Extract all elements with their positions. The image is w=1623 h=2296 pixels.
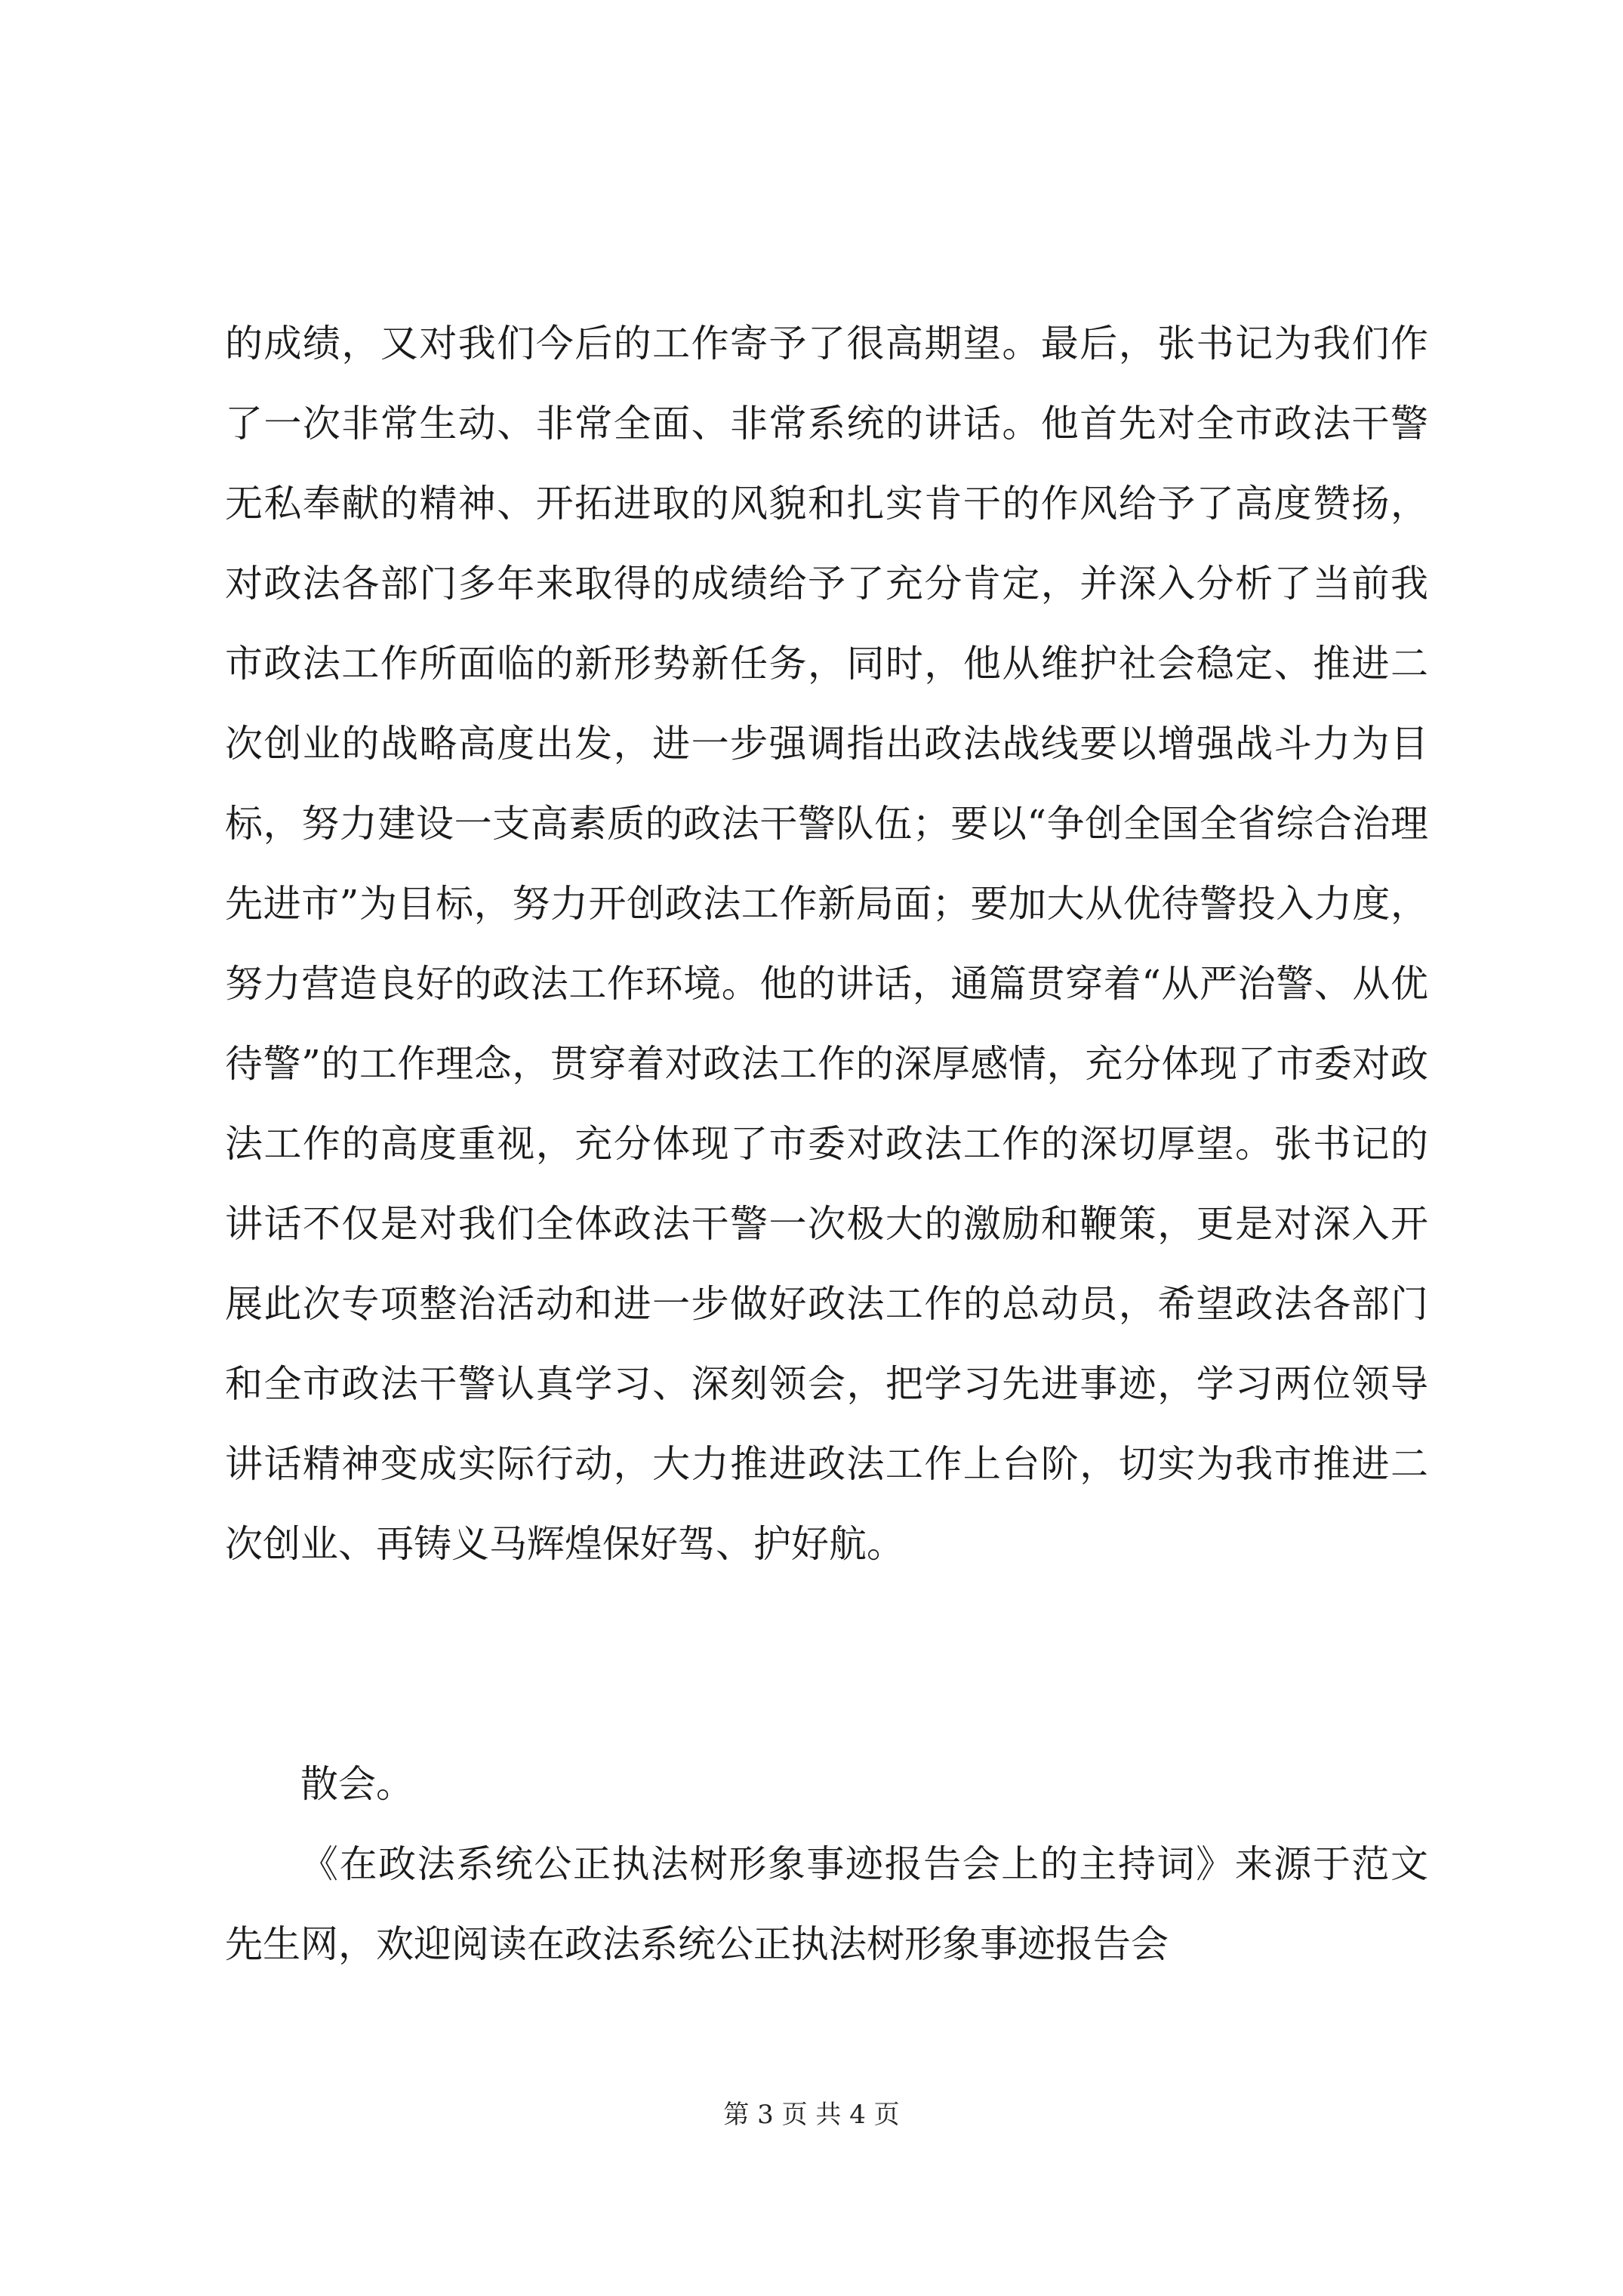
body-paragraph-source-note: 《在政法系统公正执法树形象事迹报告会上的主持词》来源于范文先生网，欢迎阅读在政法系统公正执法树形象事迹报告会 xyxy=(225,1842,1428,1966)
body-paragraph-adjourn: 散会。 xyxy=(300,1762,414,1806)
page-number-footer: 第 3 页 共 4 页 xyxy=(723,2100,900,2130)
document-body xyxy=(225,304,1428,1984)
body-paragraph-speech-summary: 的成绩，又对我们今后的工作寄予了很高期望。最后，张书记为我们作了一次非常生动、非常全面、非常系统的讲话。他首先对全市政法干警无私奉献的精神、开拓进取的风貌和扎实肯干的作风给予了高度赞扬，对政法各部门多年来取得的成绩给予了充分肯定，并深入分析了当前我市政法工作所面临的新形势新任务，同时，他从维护社会稳定、推进二次创业的战略高度出发，进一步强调指出政法战线要以增强战斗力为目标，努力建设一支高素质的政法干警队伍；要以“争创全国全省综合治理先进市”为目标，努力开创政法工作新局面；要加大从优待警投入力度，努力营造良好的政法工作环境。他的讲话，通篇贯穿着“从严治警、从优待警”的工作理念，贯穿着对政法工作的深厚感情，充分体现了市委对政法工作的高度重视，充分体现了市委对政法工作的深切厚望。张书记的讲话不仅是对我们全体政法干警一次极大的激励和鞭策，更是对深入开展此次专项整治活动和进一步做好政法工作的总动员，希望政法各部门和全市政法干警认真学习、深刻领会，把学习先进事迹，学习两位领导讲话精神变成实际行动，大力推进政法工作上台阶，切实为我市推进二次创业、再铸义马辉煌保好驾、护好航。 xyxy=(225,322,1428,1566)
